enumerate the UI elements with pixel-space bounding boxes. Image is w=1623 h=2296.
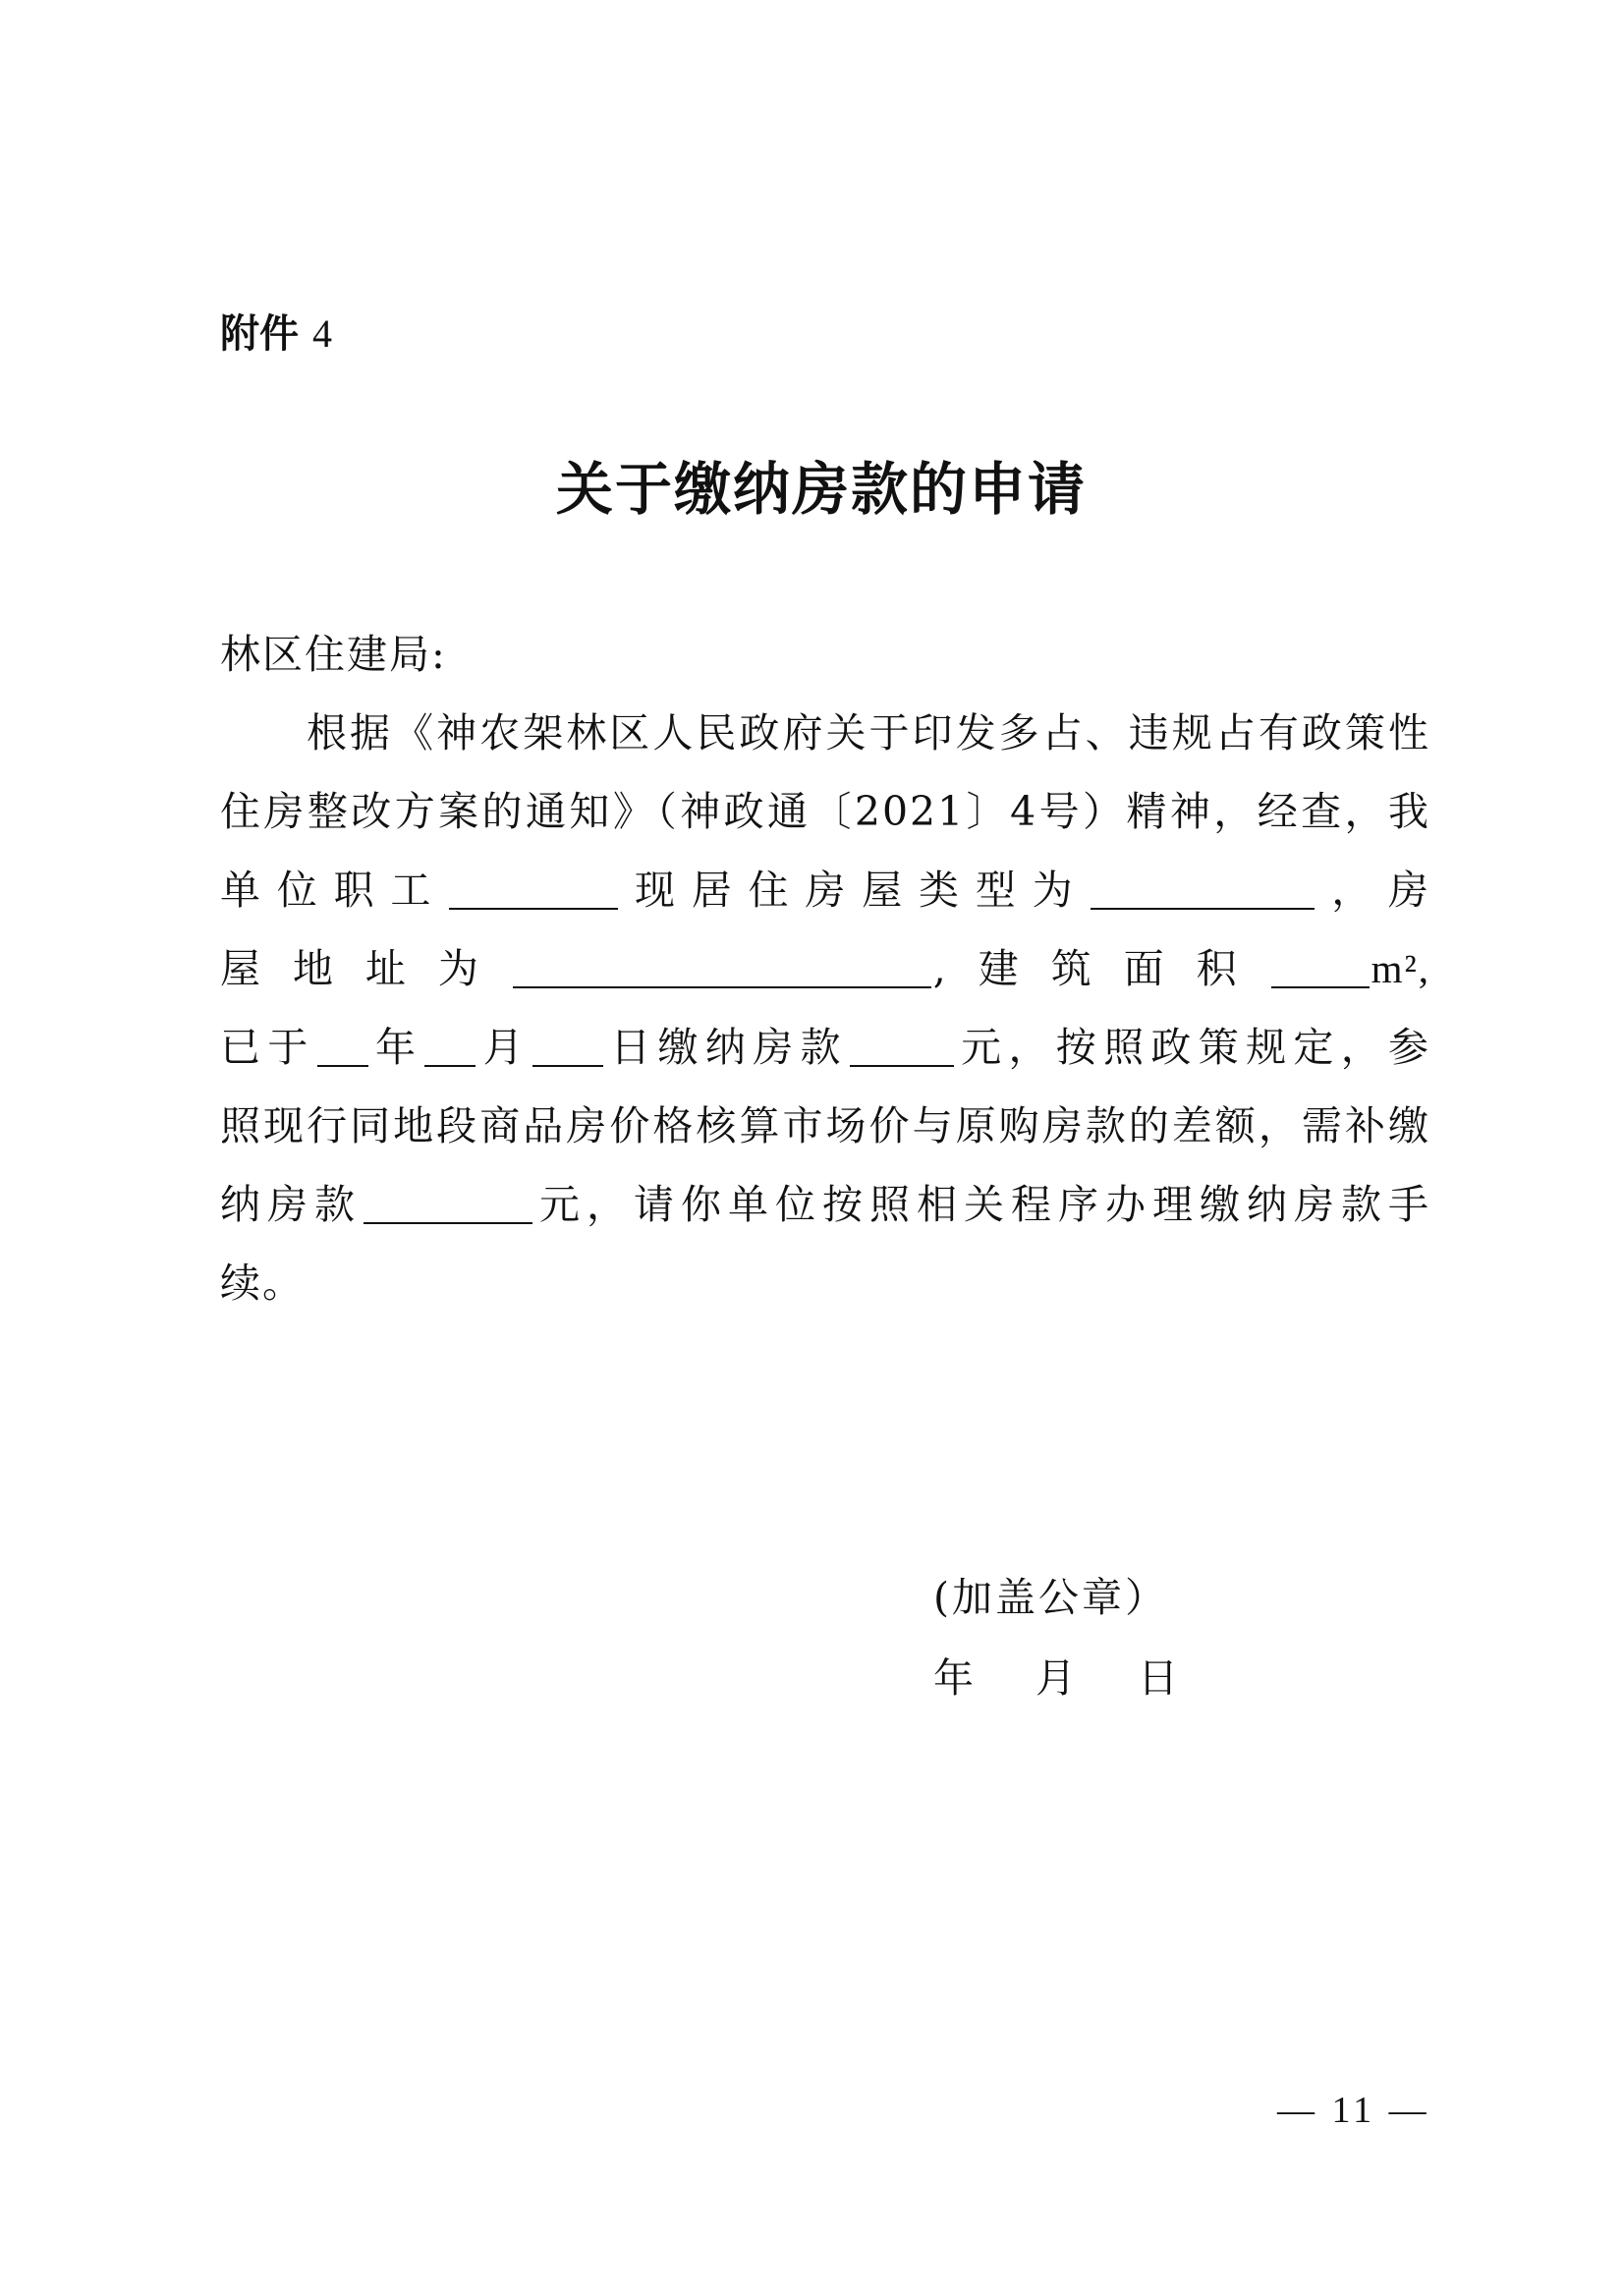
house-type-blank[interactable]	[1091, 865, 1315, 910]
body-line-7: 纳房款 元，请你单位按照相关程序办理缴纳房款手	[220, 1181, 1430, 1228]
body-line-2: 住房整改方案的通知》（神政通〔2021〕4号）精神，经查，我	[220, 788, 1430, 835]
year-blank[interactable]	[317, 1022, 368, 1067]
addressee: 林区住建局:	[220, 631, 447, 678]
supplement-amount-blank[interactable]	[364, 1179, 532, 1224]
page-number: — 11 —	[1277, 2090, 1430, 2131]
employee-name-blank[interactable]	[449, 865, 618, 910]
body-line-4: 屋地址为 ,建筑面积 m²,	[220, 945, 1430, 992]
body-line-1: 根据《神农架林区人民政府关于印发多占、违规占有政策性	[307, 709, 1430, 756]
month-blank[interactable]	[424, 1022, 476, 1067]
attachment-label	[220, 307, 332, 362]
paid-amount-blank[interactable]	[850, 1022, 954, 1067]
day-blank[interactable]	[532, 1022, 603, 1067]
area-blank[interactable]	[1271, 943, 1370, 988]
signature-date: 年 月 日	[933, 1654, 1182, 1702]
address-blank[interactable]	[513, 943, 931, 988]
document-title: 关于缴纳房款的申请	[555, 456, 1087, 523]
letter-body	[220, 615, 1430, 1322]
body-line-5: 已于 年 月 日缴纳房款 元，按照政策规定，参	[220, 1024, 1431, 1071]
body-line-6: 照现行同地段商品房价格核算市场价与原购房款的差额，需补缴	[220, 1102, 1430, 1149]
body-line-8: 续。	[220, 1260, 305, 1307]
body-line-3: 单位职工 现居住房屋类型为 ，房	[220, 867, 1431, 914]
attachment-number: 4	[311, 311, 332, 356]
attachment-text: 附件	[220, 310, 299, 357]
seal-note: (加盖公章）	[933, 1574, 1168, 1621]
